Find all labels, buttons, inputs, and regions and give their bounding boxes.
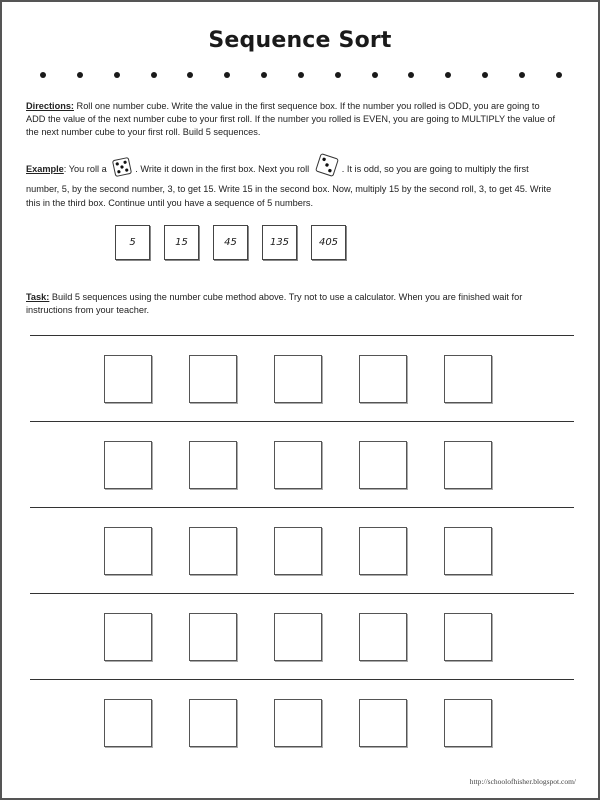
example-label: Example bbox=[26, 164, 64, 174]
row-divider-line bbox=[30, 335, 574, 336]
die-five-icon bbox=[111, 156, 133, 182]
answer-box[interactable] bbox=[444, 699, 492, 747]
example-sequence bbox=[115, 225, 346, 260]
divider-dot bbox=[445, 72, 451, 78]
divider-dot bbox=[335, 72, 341, 78]
sequence-row bbox=[104, 699, 492, 747]
task-label: Task: bbox=[26, 292, 50, 302]
answer-box[interactable] bbox=[359, 699, 407, 747]
task-paragraph bbox=[26, 291, 556, 317]
die-three-icon bbox=[314, 152, 340, 182]
answer-box[interactable] bbox=[274, 441, 322, 489]
sequence-row bbox=[104, 441, 492, 489]
sequence-row bbox=[104, 613, 492, 661]
answer-box[interactable] bbox=[444, 441, 492, 489]
divider-dot bbox=[77, 72, 83, 78]
divider-dot bbox=[372, 72, 378, 78]
example-text-part3: . It is odd, so you are going to multiply the first number, 5, by the second number, 3, to get 15. Write 15 in the second box. Now, multiply 15 by the second roll, 3, to get 45. Write this in the third box. Continue until you have a sequence of 5 numbers. bbox=[26, 164, 552, 208]
task-text: Build 5 sequences using the number cube method above. Try not to use a calculator. When you are finished wait for instructions from your teacher. bbox=[26, 292, 523, 315]
page-title: Sequence Sort bbox=[208, 28, 392, 53]
answer-box[interactable] bbox=[104, 699, 152, 747]
answer-box[interactable] bbox=[274, 699, 322, 747]
example-box: 15 bbox=[164, 225, 199, 260]
divider-dot bbox=[224, 72, 230, 78]
answer-box[interactable] bbox=[444, 355, 492, 403]
answer-box[interactable] bbox=[359, 613, 407, 661]
answer-box[interactable] bbox=[444, 527, 492, 575]
answer-box[interactable] bbox=[189, 355, 237, 403]
divider-dot bbox=[261, 72, 267, 78]
answer-box[interactable] bbox=[444, 613, 492, 661]
answer-box[interactable] bbox=[189, 699, 237, 747]
example-paragraph bbox=[26, 152, 556, 210]
example-box: 5 bbox=[115, 225, 150, 260]
row-divider-line bbox=[30, 593, 574, 594]
dot-divider bbox=[40, 72, 562, 78]
divider-dot bbox=[482, 72, 488, 78]
answer-box[interactable] bbox=[104, 355, 152, 403]
example-box: 405 bbox=[311, 225, 346, 260]
divider-dot bbox=[556, 72, 562, 78]
sequence-row bbox=[104, 355, 492, 403]
answer-box[interactable] bbox=[189, 613, 237, 661]
answer-box[interactable] bbox=[104, 527, 152, 575]
divider-dot bbox=[114, 72, 120, 78]
sequence-row bbox=[104, 527, 492, 575]
answer-box[interactable] bbox=[274, 527, 322, 575]
divider-dot bbox=[151, 72, 157, 78]
answer-box[interactable] bbox=[104, 441, 152, 489]
divider-dot bbox=[298, 72, 304, 78]
answer-box[interactable] bbox=[359, 527, 407, 575]
directions-text: Roll one number cube. Write the value in the first sequence box. If the number you rolled is ODD, you are going to ADD the value of the next number cube to your first roll. If the number you rolled is EVEN, you are going to MULTIPLY the value of the next number cube to your first roll. Build 5 sequences. bbox=[26, 101, 556, 137]
answer-box[interactable] bbox=[274, 613, 322, 661]
divider-dot bbox=[408, 72, 414, 78]
answer-box[interactable] bbox=[274, 355, 322, 403]
answer-box[interactable] bbox=[189, 441, 237, 489]
divider-dot bbox=[187, 72, 193, 78]
row-divider-line bbox=[30, 421, 574, 422]
example-box: 135 bbox=[262, 225, 297, 260]
directions-label: Directions: bbox=[26, 101, 74, 111]
row-divider-line bbox=[30, 507, 574, 508]
answer-box[interactable] bbox=[104, 613, 152, 661]
divider-dot bbox=[519, 72, 525, 78]
example-text-part2: . Write it down in the first box. Next you roll bbox=[135, 164, 312, 174]
directions-paragraph bbox=[26, 100, 556, 139]
row-divider-line bbox=[30, 679, 574, 680]
footer-url: http://schoolofhisher.blogspot.com/ bbox=[469, 777, 576, 786]
example-box: 45 bbox=[213, 225, 248, 260]
example-text-part1: : You roll a bbox=[63, 164, 110, 174]
divider-dot bbox=[40, 72, 46, 78]
answer-box[interactable] bbox=[359, 441, 407, 489]
answer-box[interactable] bbox=[189, 527, 237, 575]
answer-box[interactable] bbox=[359, 355, 407, 403]
